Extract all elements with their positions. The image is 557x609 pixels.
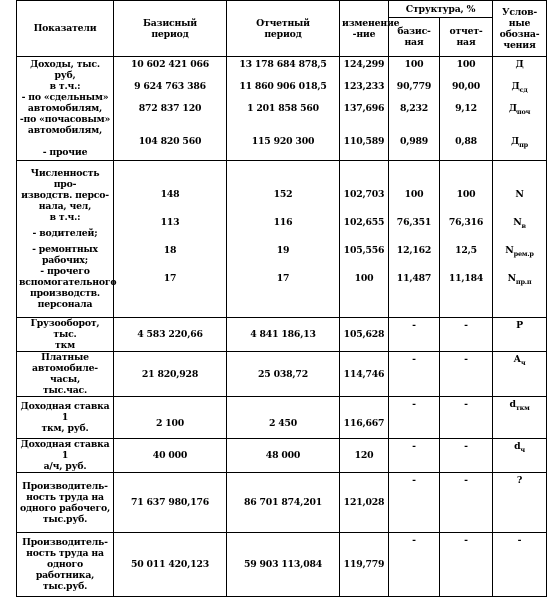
- cell-struct-report: -: [440, 318, 493, 352]
- col-header-symbol: [493, 1, 547, 57]
- col-header-struct-report-line2: ная: [456, 37, 476, 48]
- value-sub: 17: [163, 273, 177, 284]
- value-total: 10 602 421 066: [130, 59, 210, 70]
- symbol-line: [495, 217, 544, 228]
- symbol-main: N: [505, 245, 514, 256]
- value-total: 102,703: [343, 189, 385, 200]
- symbol-sub: пр: [519, 140, 528, 149]
- col-header-symbol-line2: ные: [508, 17, 531, 29]
- value-sub: 872 837 120: [138, 103, 202, 114]
- cell-struct-report: -: [440, 473, 493, 533]
- cell-base: 2 100: [114, 397, 227, 439]
- symbol-line: [495, 245, 544, 256]
- cell-change: [340, 161, 389, 318]
- col-header-base: [114, 1, 227, 57]
- symbol-main: N: [515, 189, 524, 200]
- col-header-structure: [389, 1, 493, 18]
- cell-change: 121,028: [340, 473, 389, 533]
- table-row-rate-tkm: [17, 397, 547, 439]
- col-header-change: [340, 1, 400, 57]
- cell-symbol: [493, 318, 547, 352]
- cell-indicator: [17, 397, 114, 439]
- cell-base: [114, 161, 227, 318]
- symbol-sub: ткм: [515, 403, 530, 412]
- cell-report: 2 450: [227, 397, 340, 439]
- symbol-line: [495, 136, 544, 147]
- value-sub: 18: [163, 245, 177, 256]
- cell-symbol: [493, 352, 547, 397]
- col-header-struct-base-line1: базис-: [397, 26, 431, 37]
- cell-struct-base: -: [389, 352, 440, 397]
- value-sub: 0,88: [455, 136, 477, 147]
- indicator-line: Грузооборот, тыс.: [30, 318, 100, 340]
- indicator-line: в т.ч.:: [49, 212, 81, 223]
- document-page: [16, 0, 546, 592]
- cell-base: 71 637 980,176: [114, 473, 227, 533]
- cell-report: 4 841 186,13: [227, 318, 340, 352]
- indicator-line: Производитель-: [22, 537, 108, 548]
- symbol-line: [495, 81, 544, 92]
- value-sub: 9,12: [455, 103, 477, 114]
- col-header-report-line2: период: [264, 28, 302, 40]
- symbol-line: [495, 189, 544, 200]
- cell-struct-base: -: [389, 397, 440, 439]
- cell-indicator: [17, 439, 114, 473]
- cell-struct-report: [440, 161, 493, 318]
- symbol-main: ?: [516, 475, 523, 486]
- symbol-main: Д: [515, 59, 524, 70]
- indicator-line: Доходная ставка 1: [20, 401, 110, 423]
- value-total: 100: [404, 59, 424, 70]
- value-total: 100: [456, 189, 476, 200]
- symbol-sub: пр.п: [515, 277, 532, 286]
- indicator-line: ность труда на: [26, 491, 104, 503]
- cell-change: 119,779: [340, 533, 389, 597]
- indicator-line: автомобиле-часы,: [32, 363, 98, 385]
- value-sub: 113: [160, 217, 180, 228]
- cell-base: 4 583 220,66: [114, 318, 227, 352]
- col-header-base-line2: период: [151, 28, 189, 40]
- symbol-line: [495, 273, 544, 284]
- cell-struct-base: [389, 161, 440, 318]
- indicator-line: Численность про-: [30, 168, 100, 190]
- symbol-main: d: [509, 399, 516, 410]
- cell-symbol: [493, 397, 547, 439]
- cell-report: 25 038,72: [227, 352, 340, 397]
- table-row-paid-hours: [17, 352, 547, 397]
- symbol-main: Д: [511, 81, 520, 92]
- value-sub: 11 860 906 018,5: [239, 81, 327, 92]
- value-sub: 12,162: [396, 245, 432, 256]
- indicator-line: - ремонтных: [32, 244, 98, 255]
- indicator-line: Производитель-: [22, 480, 108, 492]
- table-row-freight: [17, 318, 547, 352]
- col-header-change-line2: -ние: [352, 28, 376, 40]
- value-sub: 17: [276, 273, 290, 284]
- value-sub: 12,5: [455, 245, 477, 256]
- indicator-line: - по «сдельным»: [21, 92, 109, 103]
- indicator-line: нала, чел,: [38, 201, 92, 212]
- cell-struct-report: -: [440, 533, 493, 597]
- indicator-line: тыс.час.: [42, 385, 88, 396]
- value-sub: 115 920 300: [251, 136, 315, 147]
- cell-struct-base: -: [389, 473, 440, 533]
- indicator-line: одного рабочего,: [19, 502, 111, 514]
- symbol-main: Д: [508, 103, 517, 114]
- value-total: 152: [273, 189, 293, 200]
- symbol-sub: рем.р: [513, 249, 534, 258]
- indicator-line: Доходы, тыс. руб,: [30, 59, 100, 81]
- indicator-line: вспомогательного: [19, 277, 117, 288]
- cell-symbol: [493, 57, 547, 161]
- col-header-report: [227, 1, 340, 57]
- indicator-line: тыс.руб.: [42, 513, 88, 525]
- cell-symbol: [493, 161, 547, 318]
- value-total: 124,299: [343, 59, 385, 70]
- indicator-line: Платные: [41, 352, 89, 363]
- symbol-sub: сд: [519, 85, 528, 94]
- symbol-main: -: [517, 535, 522, 546]
- cell-base: 40 000: [114, 439, 227, 473]
- cell-base: 50 011 420,123: [114, 533, 227, 597]
- cell-symbol: [493, 473, 547, 533]
- col-header-indicators-text: Показатели: [33, 23, 97, 34]
- col-header-indicators: [17, 1, 114, 57]
- indicator-line: автомобилям,: [27, 103, 103, 114]
- cell-change: 114,746: [340, 352, 389, 397]
- cell-change: 105,628: [340, 318, 389, 352]
- cell-report: 59 903 113,084: [227, 533, 340, 597]
- cell-symbol: [493, 439, 547, 473]
- indicator-line: рабочих;: [41, 255, 88, 266]
- indicator-line: в т.ч.:: [49, 81, 81, 92]
- cell-change: [340, 57, 389, 161]
- value-sub: 11,184: [448, 273, 484, 284]
- col-header-report-line1: Отчетный: [256, 17, 310, 29]
- col-header-symbol-line1: Услов-: [501, 6, 538, 18]
- symbol-main: N: [507, 273, 516, 284]
- value-sub: 19: [276, 245, 290, 256]
- value-sub: 0,989: [399, 136, 429, 147]
- value-sub: 102,655: [343, 217, 385, 228]
- table-row-rate-hour: [17, 439, 547, 473]
- value-sub: 137,696: [343, 103, 385, 114]
- col-header-symbol-line3: обозна-: [499, 28, 540, 40]
- cell-change: 120: [340, 439, 389, 473]
- indicator-line: - прочего: [40, 266, 90, 277]
- value-sub: 76,316: [448, 217, 484, 228]
- value-total: 100: [404, 189, 424, 200]
- cell-indicator: [17, 161, 117, 318]
- value-sub: 76,351: [396, 217, 432, 228]
- symbol-sub: ч: [520, 358, 526, 367]
- cell-struct-base: -: [389, 533, 440, 597]
- value-sub: 8,232: [399, 103, 429, 114]
- col-header-change-line1: изменение: [342, 17, 400, 29]
- indicator-line: персонала: [37, 299, 93, 310]
- cell-report: 48 000: [227, 439, 340, 473]
- table-row-productivity-employee: [17, 533, 547, 597]
- value-sub: 105,556: [343, 245, 385, 256]
- indicator-line: ткм: [55, 340, 75, 351]
- value-total: 148: [160, 189, 180, 200]
- cell-base: [114, 57, 227, 161]
- indicators-table: [16, 0, 547, 597]
- indicator-line: тыс.руб.: [42, 581, 88, 592]
- cell-indicator: [17, 352, 114, 397]
- indicator-line: автомобилям,: [27, 125, 103, 136]
- symbol-sub: ч: [520, 445, 525, 454]
- cell-struct-report: -: [440, 352, 493, 397]
- indicator-line: - водителей;: [32, 228, 98, 239]
- symbol-line: [495, 59, 544, 70]
- cell-struct-base: -: [389, 318, 440, 352]
- value-total: 13 178 684 878,5: [239, 59, 327, 70]
- indicator-line: Доходная ставка 1: [20, 439, 110, 461]
- cell-report: 86 701 874,201: [227, 473, 340, 533]
- value-sub: 90,779: [396, 81, 432, 92]
- col-header-struct-report-line1: отчет-: [449, 26, 483, 37]
- cell-base: 21 820,928: [114, 352, 227, 397]
- cell-struct-report: -: [440, 397, 493, 439]
- indicator-line: производств.: [30, 288, 100, 299]
- cell-indicator: [17, 57, 114, 161]
- cell-indicator: [17, 318, 114, 352]
- cell-indicator: [17, 473, 114, 533]
- col-header-symbol-line4: чения: [503, 39, 536, 51]
- symbol-sub: поч: [516, 107, 531, 116]
- cell-symbol: [493, 533, 547, 597]
- symbol-main: А: [513, 354, 521, 365]
- value-sub: 9 624 763 386: [134, 81, 206, 92]
- value-sub: 116: [273, 217, 293, 228]
- header-row: [17, 1, 547, 18]
- table-row-income: [17, 57, 547, 161]
- value-sub: 104 820 560: [138, 136, 202, 147]
- cell-struct-base: [389, 57, 440, 161]
- cell-report: [227, 161, 340, 318]
- value-sub: 11,487: [396, 273, 432, 284]
- indicator-line: ткм, руб.: [41, 423, 89, 434]
- indicator-line: изводств. персо-: [21, 190, 109, 201]
- table-row-productivity-worker: [17, 473, 547, 533]
- cell-struct-report: -: [440, 439, 493, 473]
- indicator-line: а/ч, руб.: [43, 461, 87, 472]
- cell-struct-base: -: [389, 439, 440, 473]
- symbol-main: Д: [511, 136, 520, 147]
- value-sub: 1 201 858 560: [247, 103, 319, 114]
- symbol-main: P: [516, 320, 523, 331]
- cell-report: [227, 57, 340, 161]
- cell-struct-report: [440, 57, 493, 161]
- symbol-sub: в: [521, 221, 526, 230]
- value-sub: 90,00: [451, 81, 481, 92]
- symbol-line: [495, 103, 544, 114]
- col-header-struct-base-line2: ная: [404, 37, 424, 48]
- table-row-staff: [17, 161, 547, 318]
- indicator-line: -по «почасовым»: [19, 114, 111, 125]
- value-total: 100: [456, 59, 476, 70]
- col-header-structure-text: Структура, %: [405, 3, 476, 15]
- col-header-base-line1: Базисный: [143, 17, 197, 29]
- indicator-line: - прочие: [42, 147, 88, 158]
- cell-indicator: [17, 533, 114, 597]
- indicator-line: одного работника,: [35, 559, 95, 581]
- col-header-struct-report: [440, 18, 493, 57]
- symbol-main: d: [514, 441, 521, 452]
- symbol-main: N: [513, 217, 522, 228]
- indicator-line: ность труда на: [26, 548, 104, 559]
- value-sub: 123,233: [343, 81, 385, 92]
- value-sub: 100: [354, 273, 374, 284]
- cell-change: 116,667: [340, 397, 389, 439]
- value-sub: 110,589: [343, 136, 385, 147]
